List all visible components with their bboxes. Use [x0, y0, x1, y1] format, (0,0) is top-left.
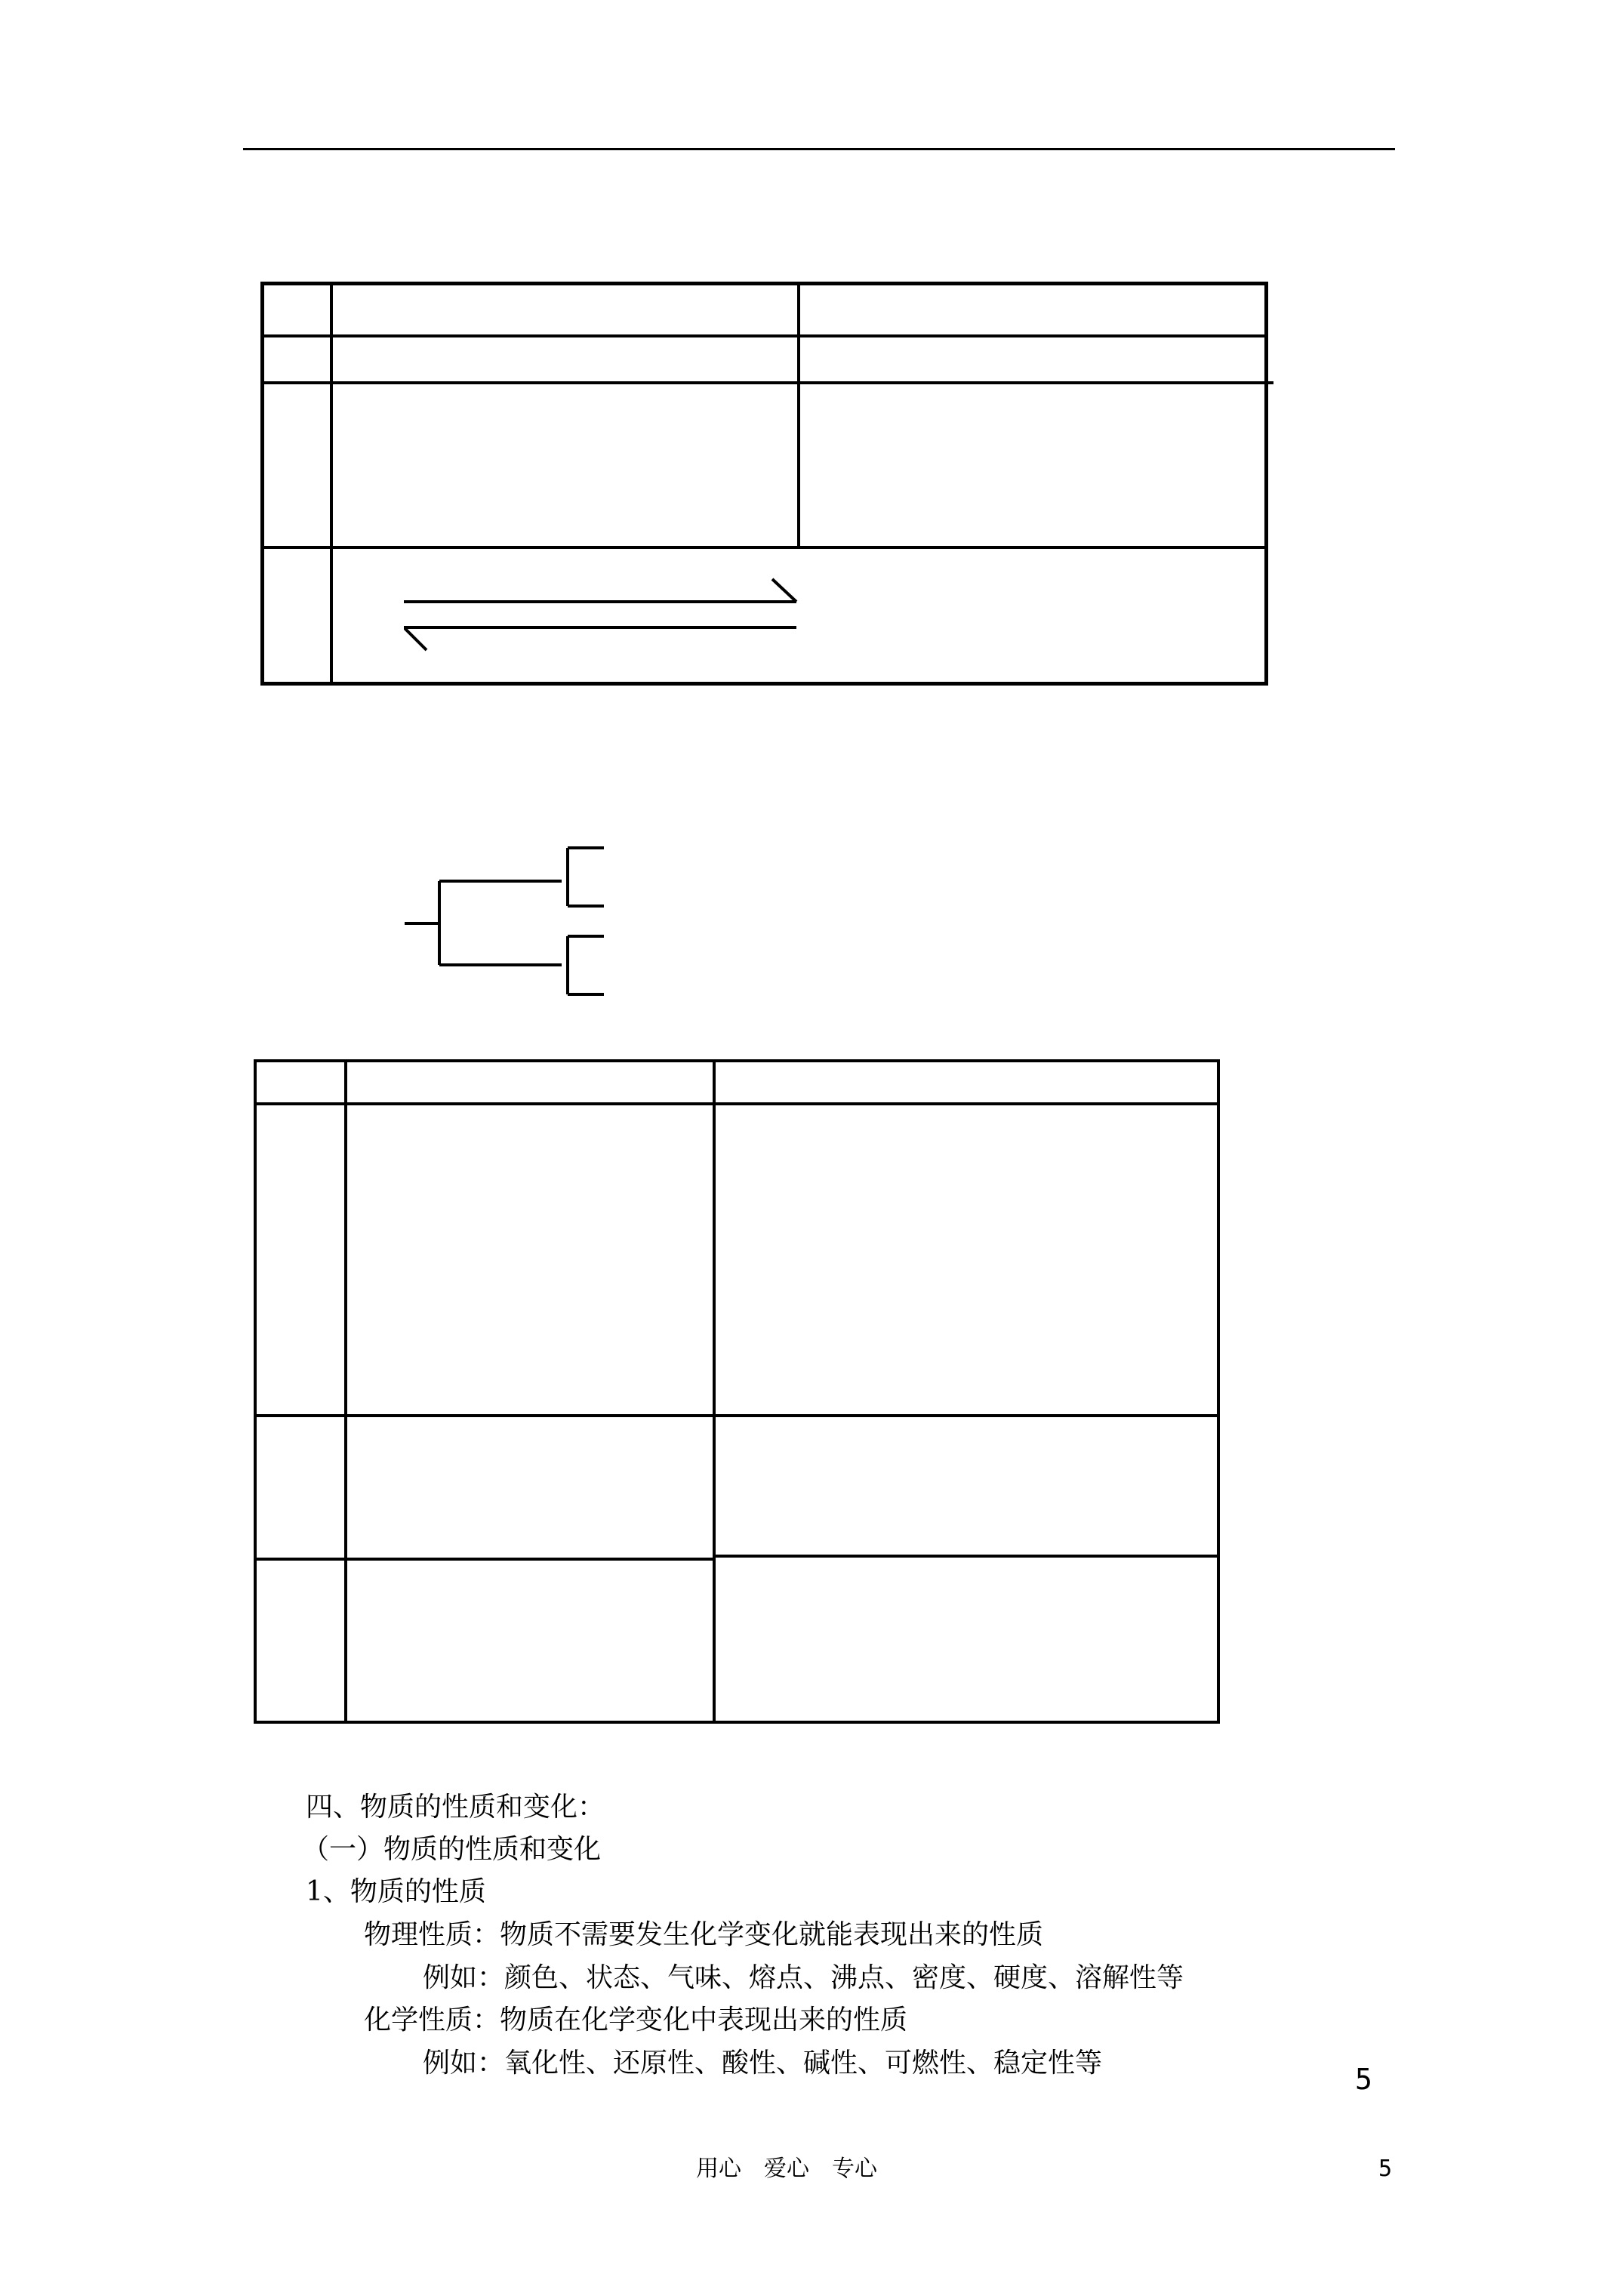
table-2-bottom-border	[254, 1721, 1220, 1724]
table-2	[254, 1059, 1220, 1724]
table-1-col-divider-2	[797, 282, 800, 547]
classification-bracket-diagram	[400, 838, 611, 1004]
table-1-top-border	[260, 282, 1268, 285]
table-1-row-divider-1	[260, 334, 1268, 337]
table-2-top-border	[254, 1059, 1220, 1062]
section-heading: 四、物质的性质和变化：	[306, 1792, 605, 1823]
table-2-row-divider-2	[254, 1414, 1220, 1417]
item-heading: 1、物质的性质	[306, 1876, 486, 1907]
table-2-left-border	[254, 1059, 257, 1724]
table-2-row-divider-3b	[713, 1555, 1220, 1558]
table-2-row-divider-3a	[254, 1558, 716, 1561]
table-2-col-divider-2	[713, 1059, 716, 1724]
footer-page-number: 5	[1378, 2156, 1393, 2182]
equilibrium-arrows-icon	[404, 575, 812, 658]
header-rule	[243, 148, 1395, 150]
table-1-row-divider-2	[260, 381, 1273, 384]
table-2-row-divider-1	[254, 1102, 1220, 1105]
margin-page-number: 5	[1355, 2063, 1372, 2096]
table-1-row-divider-3	[260, 546, 1268, 549]
table-1-left-border	[260, 282, 264, 686]
physical-property-definition: 物理性质：物质不需要发生化学变化就能表现出来的性质	[364, 1919, 1044, 1950]
chemical-property-example: 例如：氧化性、还原性、酸性、碱性、可燃性、稳定性等	[423, 2048, 1103, 2079]
table-1	[260, 282, 1268, 686]
physical-property-example: 例如：颜色、状态、气味、熔点、沸点、密度、硬度、溶解性等	[423, 1962, 1184, 1993]
table-1-col-divider-1	[330, 282, 333, 686]
chemical-property-definition: 化学性质：物质在化学变化中表现出来的性质	[364, 2005, 908, 2036]
table-1-bottom-border	[260, 682, 1268, 686]
table-2-col-divider-1	[344, 1059, 347, 1724]
section-subheading: （一）物质的性质和变化	[302, 1834, 602, 1865]
table-1-right-border	[1264, 282, 1268, 686]
table-2-right-border	[1217, 1059, 1220, 1724]
footer-motto: 用心 爱心 专心	[696, 2156, 877, 2182]
